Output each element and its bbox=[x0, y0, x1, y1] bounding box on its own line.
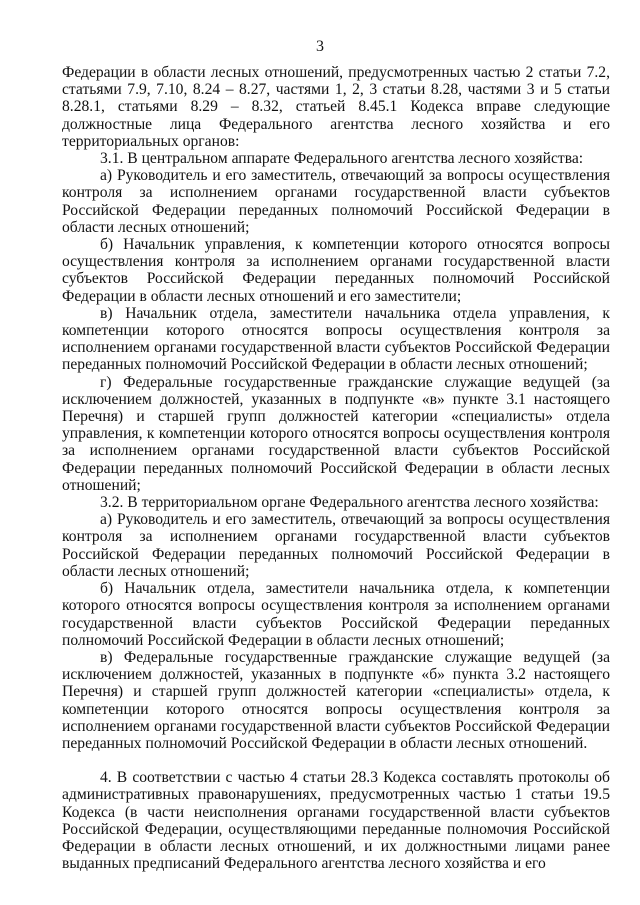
paragraph-3-1-a: а) Руководитель и его заместитель, отвечающий за вопросы осуществления контроля за исполнением органами государственной власти субъектов Российской Федерации переданных полномочий Российской Федерации в области лесных отношений; bbox=[62, 167, 610, 236]
paragraph-intro: Федерации в области лесных отношений, предусмотренных частью 2 статьи 7.2, статьями 7.9, 7.10, 8.24 – 8.27, частями 1, 2, 3 статьи 8.28, частями 3 и 5 статьи 8.28.1, статьями 8.29 – 8.32, статьей 8.45.1 Кодекса вправе следующие должностные лица Федерального агентства лесного хозяйства и его территориальных органов: bbox=[62, 64, 610, 150]
paragraph-3-2-v: в) Федеральные государственные гражданские служащие ведущей (за исключением должностей, указанных в подпункте «б» пункта 3.2 настоящего Перечня) и старшей групп должностей категории «специалисты» отдела, к компетенции которого относятся вопросы осуществления контроля за исполнением органами государственной власти субъектов Российской Федерации переданных полномочий Российской Федерации в области лесных отношений. bbox=[62, 648, 610, 752]
paragraph-3-2: 3.2. В территориальном органе Федерального агентства лесного хозяйства: bbox=[100, 494, 599, 512]
page-number: 3 bbox=[316, 38, 324, 55]
document-body bbox=[62, 64, 610, 872]
paragraph-3-2-a: а) Руководитель и его заместитель, отвечающий за вопросы осуществления контроля за исполнением органами государственной власти субъектов Российской Федерации переданных полномочий Российской Федерации в области лесных отношений; bbox=[62, 511, 610, 580]
paragraph-3-2-b: б) Начальник отдела, заместители начальника отдела, к компетенции которого относятся вопросы осуществления контроля за исполнением органами государственной власти субъектов Российской Федерации переданных полномочий Российской Федерации в области лесных отношений; bbox=[62, 580, 610, 649]
paragraph-4: 4. В соответствии с частью 4 статьи 28.3 Кодекса составлять протоколы об административных правонарушениях, предусмотренных частью 1 статьи 19.5 Кодекса (в части неисполнения органами государственной власти субъектов Российской Федерации, осуществляющими переданные полномочия Российской Федерации в области лесных отношений, и их должностными лицами ранее выданных предписаний Федерального агентства лесного хозяйства и его bbox=[62, 769, 610, 873]
paragraph-3-1: 3.1. В центральном аппарате Федерального агентства лесного хозяйства: bbox=[100, 150, 584, 168]
paragraph-3-1-b: б) Начальник управления, к компетенции которого относятся вопросы осуществления контроля за исполнением органами государственной власти субъектов Российской Федерации переданных полномочий Российской Федерации в области лесных отношений и его заместители; bbox=[62, 236, 610, 305]
paragraph-3-1-g: г) Федеральные государственные гражданские служащие ведущей (за исключением должностей, указанных в подпункте «в» пункте 3.1 настоящего Перечня) и старшей групп должностей категории «специалисты» отдела управления, к компетенции которого относятся вопросы осуществления контроля за исполнением органами государственной власти субъектов Российской Федерации переданных полномочий Российской Федерации в области лесных отношений; bbox=[62, 373, 610, 494]
paragraph-3-1-v: в) Начальник отдела, заместители начальника отдела управления, к компетенции которого относятся вопросы осуществления контроля за исполнением органами государственной власти субъектов Российской Федерации переданных полномочий Российской Федерации в области лесных отношений; bbox=[62, 304, 610, 374]
